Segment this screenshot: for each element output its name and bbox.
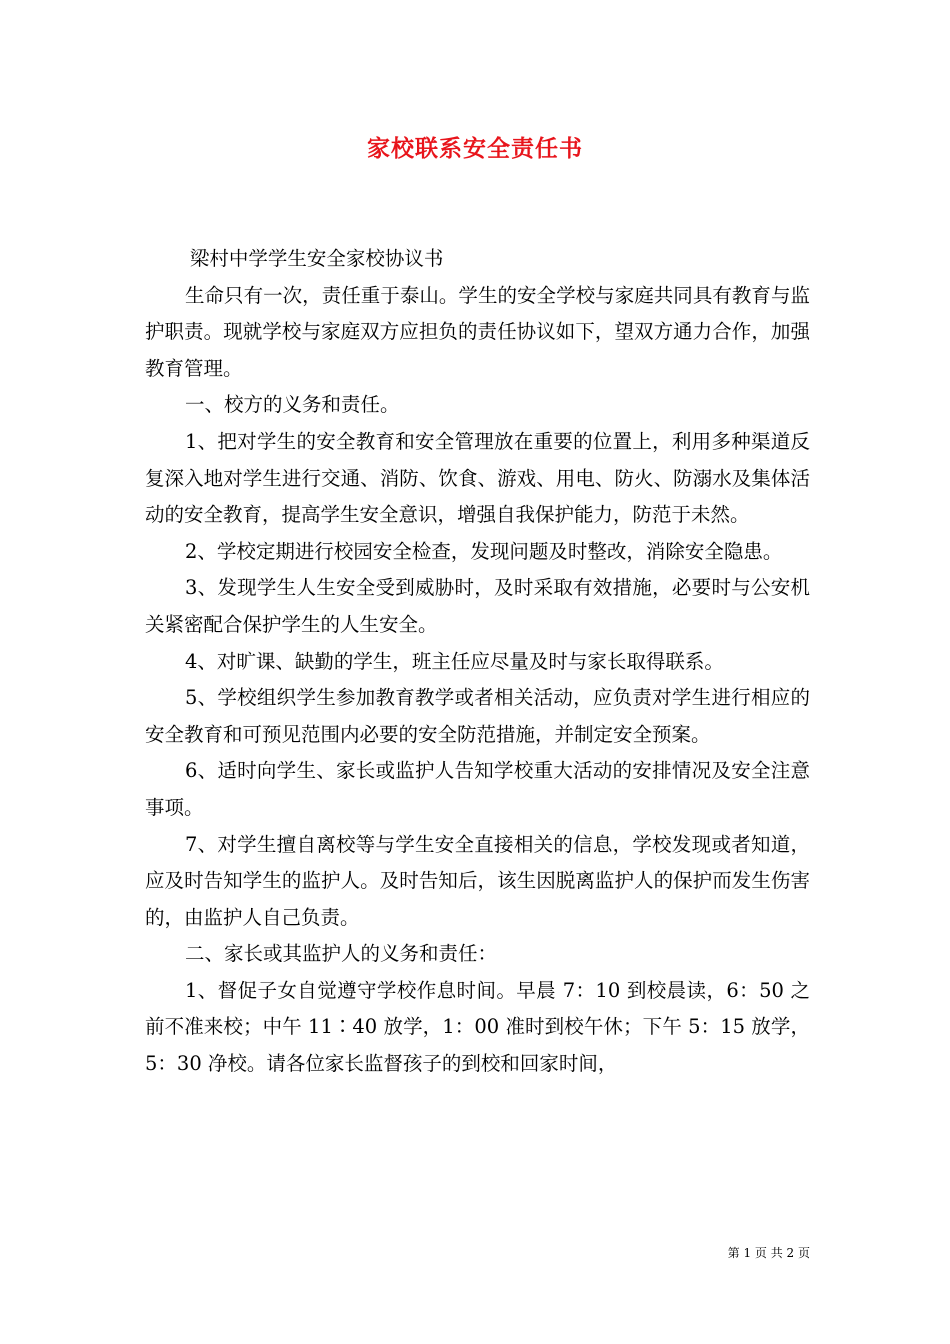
section-heading-school: 一、校方的义务和责任。: [184, 393, 400, 417]
paragraph-intro: 生命只有一次，责任重于泰山。学生的安全学校与家庭共同具有教育与监护职责。现就学校与家庭双方应担负的责任协议如下，望双方通力合作，加强教育管理。: [145, 283, 810, 380]
paragraph-school-item-6: 6、适时向学生、家长或监护人告知学校重大活动的安排情况及安全注意事项。: [145, 759, 810, 819]
paragraph-school-item-4: 4、对旷课、缺勤的学生，班主任应尽量及时与家长取得联系。: [184, 649, 724, 673]
agreement-subtitle: 梁村中学学生安全家校协议书: [189, 247, 444, 270]
page-number-footer: 第 1 页 共 2 页: [727, 1246, 810, 1260]
paragraph-school-item-3: 3、发现学生人生安全受到威胁时，及时采取有效措施，必要时与公安机关紧密配合保护学生的人生安全。: [145, 576, 810, 636]
paragraph-school-item-2: 2、学校定期进行校园安全检查，发现问题及时整改，消除安全隐患。: [184, 539, 783, 563]
section-heading-parents: 二、家长或其监护人的义务和责任：: [184, 942, 497, 966]
paragraph-school-item-7: 7、对学生擅自离校等与学生安全直接相关的信息，学校发现或者知道，应及时告知学生的监护人。及时告知后，该生因脱离监护人的保护而发生伤害的，由监护人自己负责。: [145, 832, 810, 929]
document-title: 家校联系安全责任书: [367, 135, 583, 162]
document-body: [145, 241, 810, 1083]
paragraph-school-item-5: 5、学校组织学生参加教育教学或者相关活动，应负责对学生进行相应的安全教育和可预见范围内必要的安全防范措施，并制定安全预案。: [145, 686, 810, 746]
paragraph-parents-item-1: 1、督促子女自觉遵守学校作息时间。早晨 7：10 到校晨读，6：50 之前不准来校；中午 11∶40 放学，1：00 准时到校午休；下午 5：15 放学，5：30 净校。请各位家长监督孩子的到校和回家时间，: [145, 978, 810, 1076]
paragraph-school-item-1: 1、把对学生的安全教育和安全管理放在重要的位置上，利用多种渠道反复深入地对学生进行交通、消防、饮食、游戏、用电、防火、防溺水及集体活动的安全教育，提高学生安全意识，增强自我保护能力，防范于未然。: [145, 429, 810, 527]
